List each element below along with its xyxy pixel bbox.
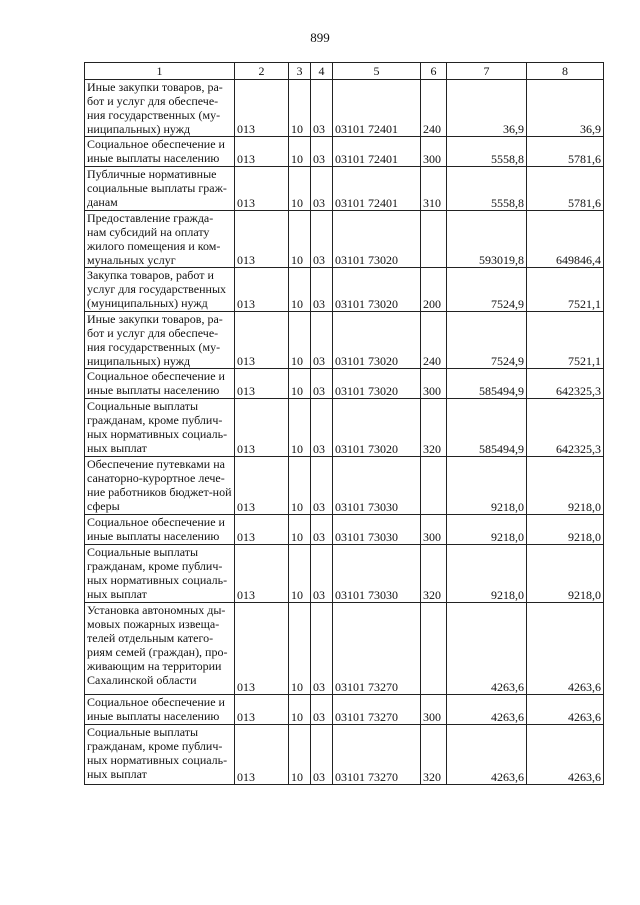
row-code-section: 10 bbox=[289, 545, 311, 603]
row-code-grbs: 013 bbox=[235, 137, 289, 167]
table-row bbox=[85, 695, 604, 725]
row-code-section: 10 bbox=[289, 312, 311, 369]
row-code-target: 03101 73020 bbox=[333, 369, 421, 399]
row-code-expense-type: 240 bbox=[421, 80, 447, 137]
row-code-grbs: 013 bbox=[235, 695, 289, 725]
row-name: Социальное обеспечение и иные выплаты населению bbox=[85, 695, 235, 725]
row-code-subsection: 03 bbox=[311, 515, 333, 545]
page-number: 899 bbox=[310, 30, 330, 45]
row-code-section: 10 bbox=[289, 268, 311, 312]
row-name: Иные закупки товаров, ра-бот и услуг для обеспече-ния государственных (му-ниципальных) нужд bbox=[85, 80, 235, 137]
row-amount-1: 7524,9 bbox=[447, 312, 527, 369]
header-cell: 1 bbox=[85, 63, 235, 80]
row-code-target: 03101 73020 bbox=[333, 211, 421, 268]
row-code-grbs: 013 bbox=[235, 399, 289, 457]
row-name: Иные закупки товаров, ра-бот и услуг для обеспече-ния государственных (му-ниципальных) нужд bbox=[85, 312, 235, 369]
row-code-section: 10 bbox=[289, 211, 311, 268]
row-amount-2: 9218,0 bbox=[527, 545, 604, 603]
header-cell: 7 bbox=[447, 63, 527, 80]
row-code-target: 03101 73020 bbox=[333, 399, 421, 457]
row-name: Социальное обеспечение и иные выплаты населению bbox=[85, 137, 235, 167]
row-code-grbs: 013 bbox=[235, 603, 289, 695]
row-code-target: 03101 72401 bbox=[333, 137, 421, 167]
header-cell: 3 bbox=[289, 63, 311, 80]
row-amount-1: 9218,0 bbox=[447, 545, 527, 603]
row-amount-1: 9218,0 bbox=[447, 457, 527, 515]
row-code-subsection: 03 bbox=[311, 603, 333, 695]
row-code-expense-type bbox=[421, 211, 447, 268]
row-amount-1: 7524,9 bbox=[447, 268, 527, 312]
table-row bbox=[85, 211, 604, 268]
row-code-section: 10 bbox=[289, 695, 311, 725]
row-code-grbs: 013 bbox=[235, 369, 289, 399]
row-code-section: 10 bbox=[289, 725, 311, 785]
row-name: Социальное обеспечение и иные выплаты населению bbox=[85, 369, 235, 399]
table-row bbox=[85, 399, 604, 457]
header-cell: 2 bbox=[235, 63, 289, 80]
row-code-expense-type: 320 bbox=[421, 399, 447, 457]
row-name: Установка автономных ды-мовых пожарных извеща-телей отдельным катего-риям семей (граждан), про-живающим на территории Сахалинской области bbox=[85, 603, 235, 695]
row-code-expense-type: 320 bbox=[421, 725, 447, 785]
row-code-section: 10 bbox=[289, 515, 311, 545]
row-amount-2: 642325,3 bbox=[527, 369, 604, 399]
table-row bbox=[85, 457, 604, 515]
row-amount-2: 7521,1 bbox=[527, 312, 604, 369]
header-cell: 5 bbox=[333, 63, 421, 80]
row-code-section: 10 bbox=[289, 603, 311, 695]
row-code-subsection: 03 bbox=[311, 369, 333, 399]
table-row bbox=[85, 80, 604, 137]
row-amount-1: 5558,8 bbox=[447, 167, 527, 211]
row-code-subsection: 03 bbox=[311, 80, 333, 137]
row-amount-2: 4263,6 bbox=[527, 725, 604, 785]
row-code-grbs: 013 bbox=[235, 457, 289, 515]
row-amount-1: 36,9 bbox=[447, 80, 527, 137]
row-code-expense-type: 300 bbox=[421, 695, 447, 725]
row-code-section: 10 bbox=[289, 137, 311, 167]
header-cell: 4 bbox=[311, 63, 333, 80]
row-code-section: 10 bbox=[289, 399, 311, 457]
row-code-target: 03101 72401 bbox=[333, 167, 421, 211]
row-amount-2: 36,9 bbox=[527, 80, 604, 137]
row-amount-1: 9218,0 bbox=[447, 515, 527, 545]
row-code-section: 10 bbox=[289, 80, 311, 137]
table-row bbox=[85, 312, 604, 369]
row-code-expense-type: 320 bbox=[421, 545, 447, 603]
table-row bbox=[85, 515, 604, 545]
row-code-grbs: 013 bbox=[235, 312, 289, 369]
row-name: Обеспечение путевками на санаторно-курортное лече-ние работников бюджет-ной сферы bbox=[85, 457, 235, 515]
row-code-target: 03101 73030 bbox=[333, 545, 421, 603]
row-code-subsection: 03 bbox=[311, 695, 333, 725]
table-row bbox=[85, 369, 604, 399]
row-code-grbs: 013 bbox=[235, 80, 289, 137]
row-code-target: 03101 73020 bbox=[333, 268, 421, 312]
table-row bbox=[85, 725, 604, 785]
row-code-subsection: 03 bbox=[311, 137, 333, 167]
row-code-subsection: 03 bbox=[311, 268, 333, 312]
row-amount-2: 5781,6 bbox=[527, 137, 604, 167]
table-row bbox=[85, 603, 604, 695]
row-code-grbs: 013 bbox=[235, 167, 289, 211]
row-code-subsection: 03 bbox=[311, 399, 333, 457]
header-cell: 8 bbox=[527, 63, 604, 80]
row-code-expense-type bbox=[421, 603, 447, 695]
row-amount-1: 4263,6 bbox=[447, 695, 527, 725]
row-code-target: 03101 73270 bbox=[333, 603, 421, 695]
row-code-target: 03101 73030 bbox=[333, 515, 421, 545]
table-row bbox=[85, 137, 604, 167]
row-code-target: 03101 73270 bbox=[333, 695, 421, 725]
row-name: Социальные выплаты гражданам, кроме публич-ных нормативных социаль-ных выплат bbox=[85, 545, 235, 603]
row-name: Предоставление гражда-нам субсидий на оплату жилого помещения и ком-мунальных услуг bbox=[85, 211, 235, 268]
row-code-subsection: 03 bbox=[311, 725, 333, 785]
row-code-expense-type: 300 bbox=[421, 137, 447, 167]
row-amount-2: 4263,6 bbox=[527, 695, 604, 725]
budget-table bbox=[84, 62, 604, 785]
row-amount-2: 4263,6 bbox=[527, 603, 604, 695]
row-code-grbs: 013 bbox=[235, 515, 289, 545]
row-amount-2: 5781,6 bbox=[527, 167, 604, 211]
row-amount-2: 649846,4 bbox=[527, 211, 604, 268]
row-name: Закупка товаров, работ и услуг для государственных (муниципальных) нужд bbox=[85, 268, 235, 312]
row-name: Социальное обеспечение и иные выплаты населению bbox=[85, 515, 235, 545]
row-amount-2: 7521,1 bbox=[527, 268, 604, 312]
row-code-expense-type: 200 bbox=[421, 268, 447, 312]
row-code-section: 10 bbox=[289, 457, 311, 515]
row-amount-1: 4263,6 bbox=[447, 725, 527, 785]
row-code-target: 03101 73020 bbox=[333, 312, 421, 369]
row-amount-1: 4263,6 bbox=[447, 603, 527, 695]
row-name: Социальные выплаты гражданам, кроме публич-ных нормативных социаль-ных выплат bbox=[85, 399, 235, 457]
row-code-expense-type: 310 bbox=[421, 167, 447, 211]
table-row bbox=[85, 167, 604, 211]
row-code-grbs: 013 bbox=[235, 211, 289, 268]
row-code-section: 10 bbox=[289, 369, 311, 399]
row-amount-1: 5558,8 bbox=[447, 137, 527, 167]
table-header-row bbox=[85, 63, 604, 80]
row-amount-2: 9218,0 bbox=[527, 457, 604, 515]
row-amount-2: 642325,3 bbox=[527, 399, 604, 457]
row-code-grbs: 013 bbox=[235, 545, 289, 603]
table-row bbox=[85, 268, 604, 312]
table-row bbox=[85, 545, 604, 603]
row-code-target: 03101 73030 bbox=[333, 457, 421, 515]
row-amount-1: 585494,9 bbox=[447, 399, 527, 457]
row-code-expense-type bbox=[421, 457, 447, 515]
row-name: Публичные нормативные социальные выплаты граж-данам bbox=[85, 167, 235, 211]
row-code-grbs: 013 bbox=[235, 268, 289, 312]
row-code-subsection: 03 bbox=[311, 211, 333, 268]
row-code-subsection: 03 bbox=[311, 167, 333, 211]
row-code-grbs: 013 bbox=[235, 725, 289, 785]
row-code-target: 03101 73270 bbox=[333, 725, 421, 785]
row-code-subsection: 03 bbox=[311, 457, 333, 515]
row-code-expense-type: 300 bbox=[421, 369, 447, 399]
row-code-subsection: 03 bbox=[311, 545, 333, 603]
row-code-section: 10 bbox=[289, 167, 311, 211]
header-cell: 6 bbox=[421, 63, 447, 80]
row-amount-1: 585494,9 bbox=[447, 369, 527, 399]
row-code-subsection: 03 bbox=[311, 312, 333, 369]
row-amount-1: 593019,8 bbox=[447, 211, 527, 268]
row-code-target: 03101 72401 bbox=[333, 80, 421, 137]
row-code-expense-type: 240 bbox=[421, 312, 447, 369]
row-name: Социальные выплаты гражданам, кроме публич-ных нормативных социаль-ных выплат bbox=[85, 725, 235, 785]
row-code-expense-type: 300 bbox=[421, 515, 447, 545]
row-amount-2: 9218,0 bbox=[527, 515, 604, 545]
